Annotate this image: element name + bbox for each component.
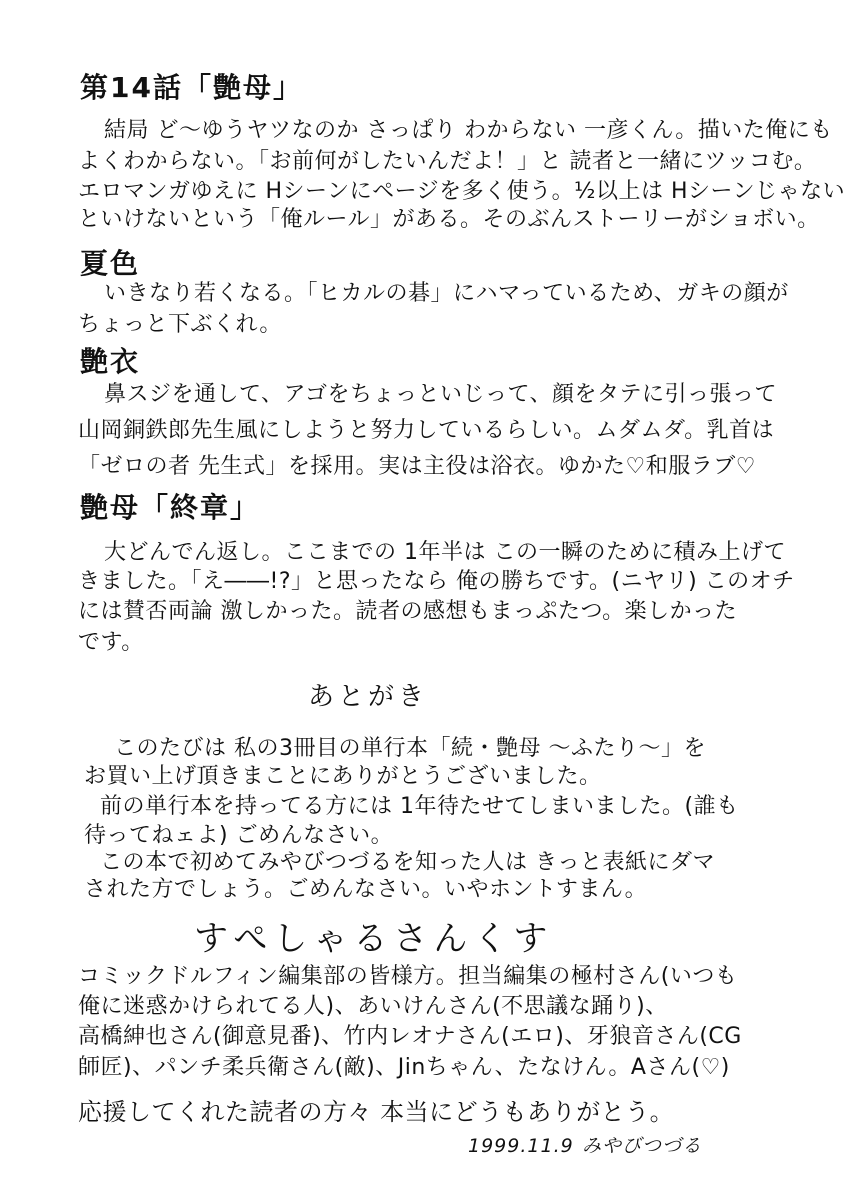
chapter-14-line: よくわからない。「お前何がしたいんだよ！」と 読者と一緒にツッコむ。 [78, 149, 817, 174]
special-thanks-line: 高橋紳也さん(御意見番)、竹内レオナさん(エロ)、牙狼音さん(CG [78, 1024, 742, 1049]
afterword-line: 前の単行本を持ってる方には 1年待たせてしまいました。(誰も [100, 794, 739, 819]
tsuyae-line: 「ゼロの者 先生式」を採用。実は主役は浴衣。ゆかた♡和服ラブ♡ [78, 454, 756, 479]
final-chapter-line: です。 [78, 630, 144, 655]
final-chapter-line: きました。「え――!?」と思ったなら 俺の勝ちです。(ニヤリ) このオチ [78, 569, 795, 594]
special-thanks-line: 俺に迷惑かけられてる人)、あいけんさん(不思議な踊り)、 [78, 994, 668, 1019]
afterword-line: この本で初めてみやびつづるを知った人は きっと表紙にダマ [100, 850, 715, 875]
special-thanks-line: 応援してくれた読者の方々 本当にどうもありがとう。 [78, 1098, 675, 1126]
natsue-line: いきなり若くなる。「ヒカルの碁」にハマっているため、ガキの顔が [104, 281, 789, 306]
special-thanks-title: すぺしゃるさんくす [194, 919, 554, 959]
natsue-heading: 夏色 [80, 247, 141, 280]
date: 1999.11.9 [468, 1135, 574, 1157]
final-chapter-line: には賛否両論 激しかった。読者の感想もまっぷたつ。楽しかった [78, 599, 738, 624]
afterword-line: このたびは 私の3冊目の単行本「続・艶母 ～ふたり～」を [114, 736, 706, 761]
afterword-line: された方でしょう。ごめんなさい。いやホントすまん。 [84, 877, 648, 902]
final-chapter-heading: 艶母「終章」 [80, 491, 261, 524]
chapter-14-heading: 第14話「艶母」 [80, 71, 303, 104]
tsuyae-line: 山岡銅鉄郎先生風にしようと努力しているらしい。ムダムダ。乳首は [78, 418, 775, 443]
final-chapter-line: 大どんでん返し。ここまでの 1年半は この一瞬のために積み上げて [104, 540, 786, 565]
chapter-14-line: といけないという「俺ルール」がある。そのぶんストーリーがショボい。 [78, 207, 820, 232]
tsuyae-line: 鼻スジを通して、アゴをちょっといじって、顔をタテに引っ張って [104, 382, 778, 407]
chapter-14-line: エロマンガゆえに Hシーンにページを多く使う。½以上は Hシーンじゃない [78, 179, 846, 204]
author-signature: みやびつづる [582, 1135, 703, 1157]
afterword-line: お買い上げ頂きまことにありがとうございました。 [84, 764, 602, 789]
special-thanks-line: 師匠)、パンチ柔兵衛さん(敵)、Jinちゃん、たなけん。Aさん(♡) [78, 1055, 730, 1080]
special-thanks-line: コミックドルフィン編集部の皆様方。担当編集の極村さん(いつも [78, 964, 738, 989]
chapter-14-line: 結局 ど～ゆうヤツなのか さっぱり わからない 一彦くん。描いた俺にも [104, 118, 833, 143]
tsuyae-heading: 艶衣 [80, 345, 141, 378]
natsue-line: ちょっと下ぶくれ。 [78, 312, 282, 337]
afterword-title: あとがき [308, 682, 429, 712]
afterword-line: 待ってねェよ) ごめんなさい。 [84, 823, 394, 848]
